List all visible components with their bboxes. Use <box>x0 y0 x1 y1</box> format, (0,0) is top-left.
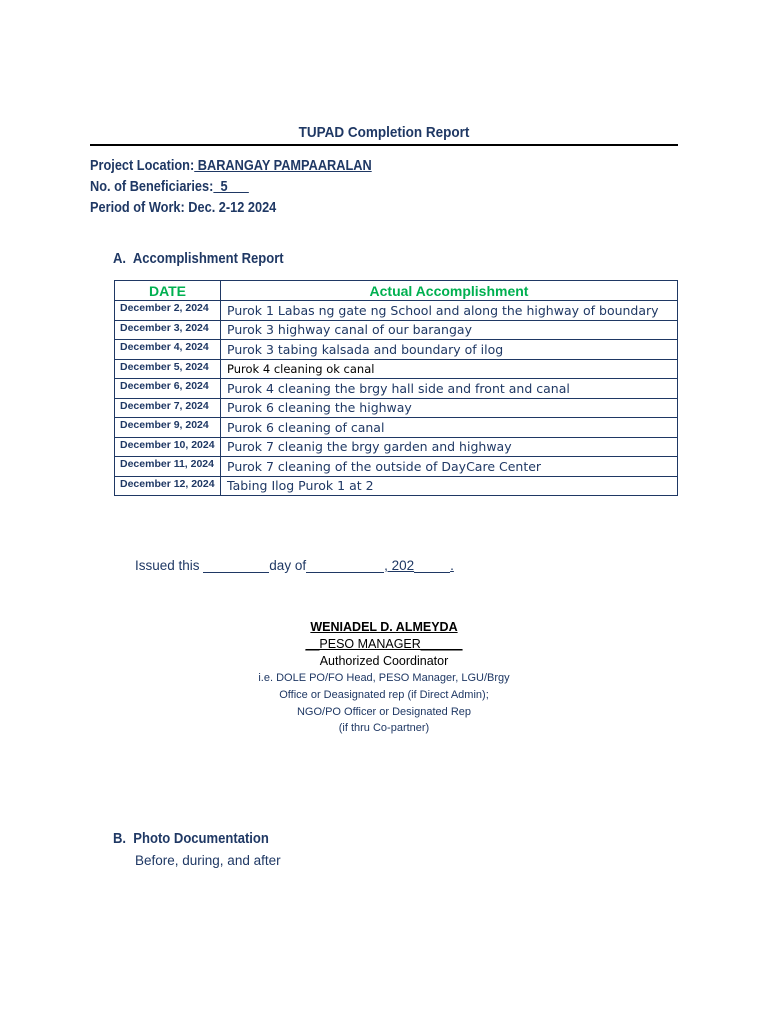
table-header-row <box>115 281 678 301</box>
accomplishment-heading: A. Accomplishment Report <box>113 251 284 267</box>
beneficiaries-label: No. of Beneficiaries: <box>90 179 214 195</box>
row-activity: Purok 1 Labas ng gate ng School and along the highway of boundary <box>221 301 678 321</box>
signatory-name: WENIADEL D. ALMEYDA <box>310 620 458 634</box>
row-activity: Purok 7 cleanig the brgy garden and highway <box>221 437 678 457</box>
signatory-note-line: Office or Deasignated rep (if Direct Admin); <box>279 689 489 701</box>
row-date: December 3, 2024 <box>115 320 221 340</box>
row-date: December 2, 2024 <box>115 301 221 321</box>
table-row <box>115 379 678 399</box>
row-activity: Tabing Ilog Purok 1 at 2 <box>221 476 678 496</box>
table-row <box>115 398 678 418</box>
report-title: TUPAD Completion Report <box>298 124 470 141</box>
signatory-position: __PESO MANAGER______ <box>305 637 463 651</box>
project-location-line <box>90 158 372 174</box>
row-date: December 10, 2024 <box>115 437 221 457</box>
signatory-note-line: (if thru Co-partner) <box>338 722 430 734</box>
project-location-value: BARANGAY PAMPAARALAN <box>194 158 372 174</box>
period-of-work: Period of Work: Dec. 2-12 2024 <box>90 200 277 216</box>
actual-column-header: Actual Accomplishment <box>221 281 678 301</box>
table-row <box>115 437 678 457</box>
table-row <box>115 418 678 438</box>
project-location-label: Project Location: <box>90 158 195 174</box>
table-row <box>115 457 678 477</box>
table-row <box>115 320 678 340</box>
row-activity: Purok 3 tabing kalsada and boundary of ilog <box>221 340 678 360</box>
row-activity: Purok 4 cleaning ok canal <box>221 359 678 379</box>
issued-year-blank <box>414 558 450 573</box>
photo-subtext: Before, during, and after <box>135 853 281 868</box>
table-row <box>115 301 678 321</box>
table-row <box>115 359 678 379</box>
row-activity: Purok 6 cleaning the highway <box>221 398 678 418</box>
row-date: December 9, 2024 <box>115 418 221 438</box>
signatory-note-line: NGO/PO Officer or Designated Rep <box>296 706 472 718</box>
issued-month-blank <box>306 558 384 573</box>
row-date: December 12, 2024 <box>115 476 221 496</box>
row-activity: Purok 4 cleaning the brgy hall side and front and canal <box>221 379 678 399</box>
row-date: December 11, 2024 <box>115 457 221 477</box>
issued-day-blank <box>203 558 269 573</box>
date-column-header: DATE <box>115 281 221 301</box>
row-activity: Purok 3 highway canal of our barangay <box>221 320 678 340</box>
title-divider <box>90 144 678 146</box>
photo-heading: B. Photo Documentation <box>113 831 269 847</box>
accomplishment-table <box>114 280 678 496</box>
table-row <box>115 340 678 360</box>
issued-period: . <box>450 558 454 573</box>
issued-year-prefix: , 202 <box>384 558 415 573</box>
row-date: December 5, 2024 <box>115 359 221 379</box>
signatory-note-line: i.e. DOLE PO/FO Head, PESO Manager, LGU/Brgy <box>258 672 510 684</box>
issued-line <box>135 558 454 573</box>
issued-prefix: Issued this <box>135 558 204 573</box>
row-date: December 4, 2024 <box>115 340 221 360</box>
row-activity: Purok 6 cleaning of canal <box>221 418 678 438</box>
beneficiaries-value: 5 <box>213 179 249 195</box>
row-date: December 7, 2024 <box>115 398 221 418</box>
issued-day-of: day of <box>269 558 307 573</box>
beneficiaries-line <box>90 179 249 195</box>
row-date: December 6, 2024 <box>115 379 221 399</box>
table-row <box>115 476 678 496</box>
row-activity: Purok 7 cleaning of the outside of DayCare Center <box>221 457 678 477</box>
signatory-role: Authorized Coordinator <box>319 654 449 668</box>
